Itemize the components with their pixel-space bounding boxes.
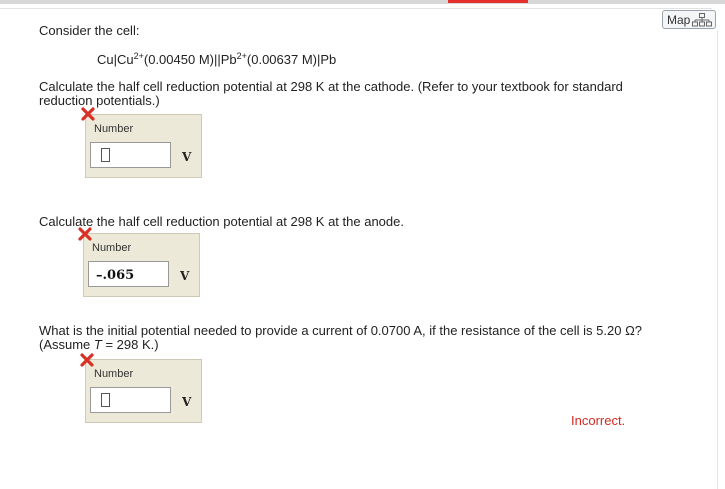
temperature-variable: T (93, 337, 102, 352)
cell-part-a: Cu|Cu (97, 52, 134, 67)
part2-number-label: Number (92, 242, 132, 254)
part3-prompt-line1: What is the initial potential needed to provide a current of 0.0700 A, if the resistance of the cell is 5.20 Ω? (39, 323, 643, 338)
part3-answer-input[interactable] (90, 387, 171, 413)
part1-unit: V (182, 150, 192, 164)
top-bar (0, 0, 725, 4)
header-divider (0, 8, 712, 9)
map-button[interactable] (662, 10, 716, 29)
cell-part-b-charge: 2+ (236, 51, 247, 61)
part3-number-label: Number (94, 368, 134, 380)
map-button-label: Map (667, 12, 691, 27)
part1-answer-input[interactable] (90, 142, 171, 168)
part1-number-label: Number (94, 123, 134, 135)
cell-part-a-charge: 2+ (133, 51, 144, 61)
part2-prompt: Calculate the half cell reduction potential at 298 K at the anode. (39, 214, 404, 229)
top-bar-highlight (448, 0, 528, 3)
cell-part-c: (0.00637 M)|Pb (246, 52, 337, 67)
incorrect-x-icon (79, 352, 95, 368)
text-cursor (101, 148, 110, 162)
incorrect-x-icon (80, 106, 96, 122)
part2-answer-box (83, 233, 200, 297)
status-incorrect: Incorrect. (571, 413, 626, 428)
question-intro: Consider the cell: (39, 23, 140, 38)
part3-unit: V (182, 395, 192, 409)
part2-answer-input[interactable] (88, 261, 169, 287)
cell-part-b: (0.00450 M)||Pb (143, 52, 237, 67)
part2-unit: V (180, 269, 190, 283)
part1-prompt-line1: Calculate the half cell reduction potential at 298 K at the cathode. (Refer to your textbook for standard (39, 79, 623, 94)
right-border (717, 30, 718, 489)
cell-notation (97, 53, 336, 67)
part2-answer-value: –.065 (96, 268, 135, 283)
text-cursor (101, 393, 110, 407)
part1-answer-box (85, 114, 202, 178)
incorrect-x-icon (77, 226, 93, 242)
map-tree-icon (692, 13, 712, 27)
part3-answer-box (85, 359, 202, 423)
part3-prompt-line2: (Assume T = 298 K.) (39, 337, 159, 352)
part1-prompt-line2: reduction potentials.) (39, 93, 160, 108)
